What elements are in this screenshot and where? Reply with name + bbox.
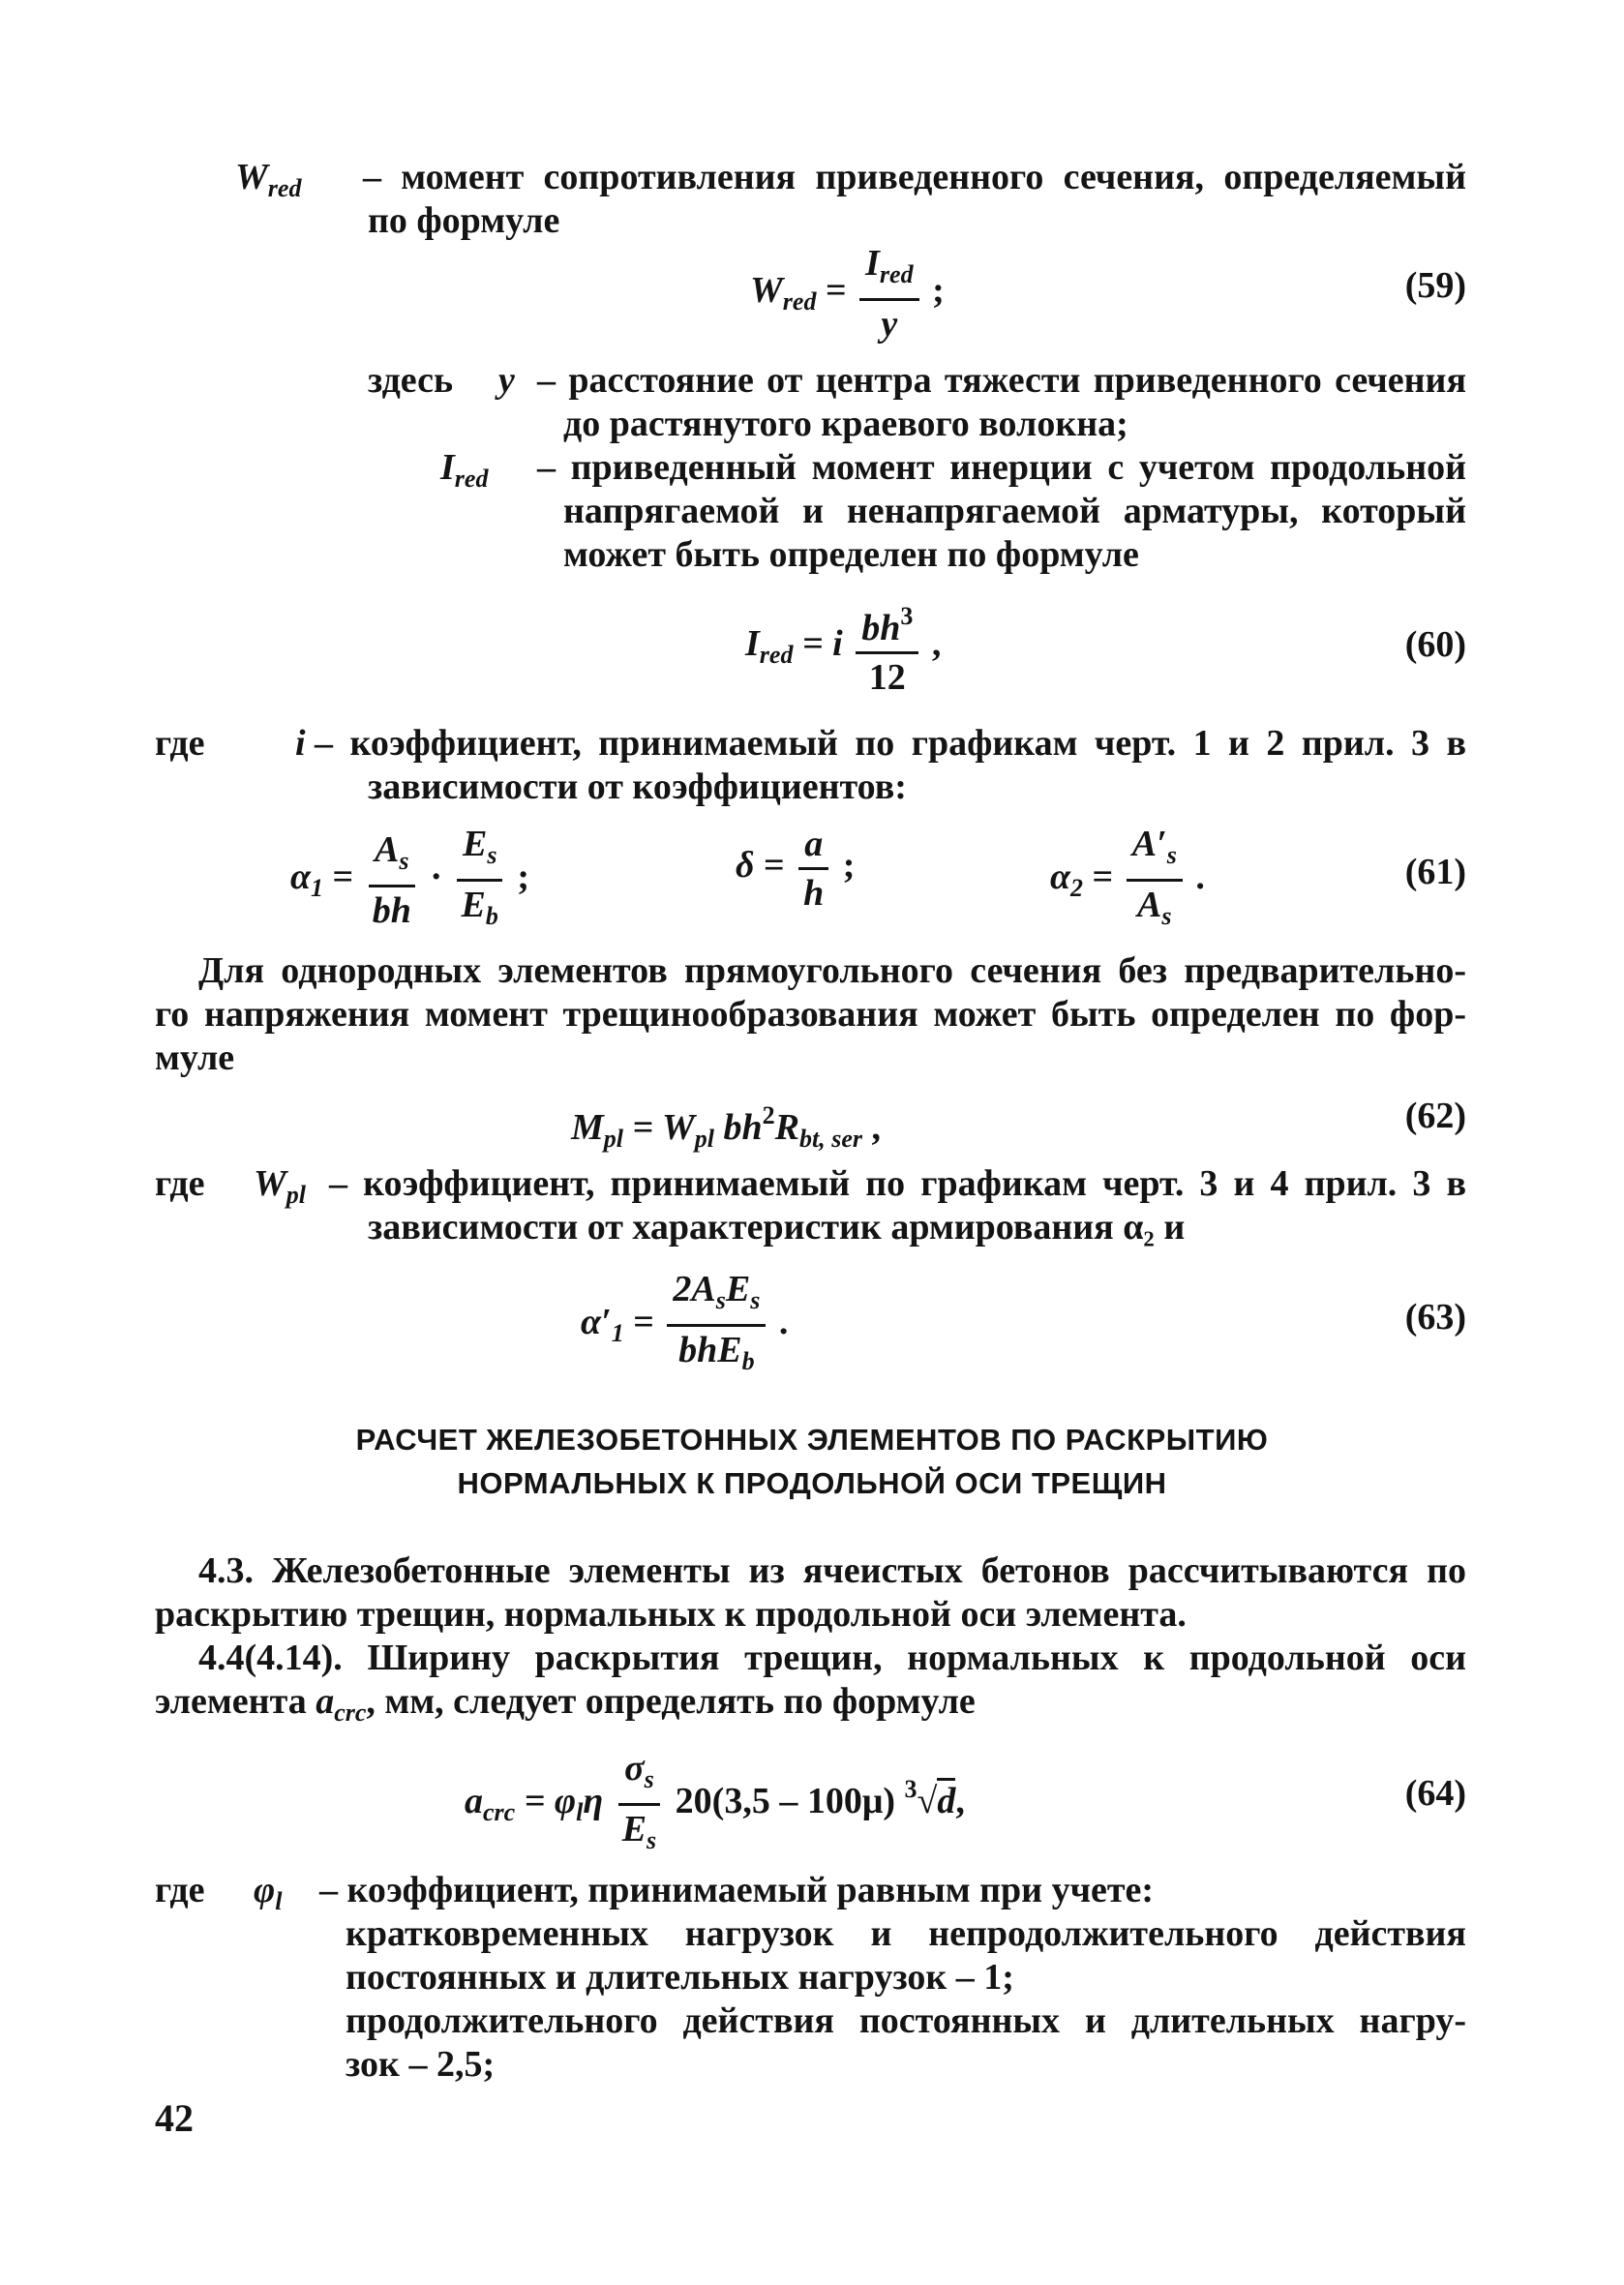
equation-61-alpha2: $\alpha_2$ = $\frac{A'_s}{A_s}$ . — [1050, 823, 1205, 938]
equation-64: $a_{crc} = \varphi_l\eta$ $\frac{\sigma_s}{E_s}$ 20(3,5 – 100μ) $^3$√d, — [465, 1747, 965, 1862]
w-red-def-line2: по формуле — [368, 200, 560, 241]
equation-61-alpha1: $\alpha_1$ = $\frac{A_s}{bh}$ · $\frac{E_s}{E_b}$ ; — [290, 823, 529, 938]
para-homog-line2: го напряжения момент трещинообразования может быть определен по фор- — [155, 994, 1466, 1035]
wpl-symbol: $W_{pl}$ — [254, 1163, 307, 1209]
equation-61-delta: δ = $\frac{a}{h}$ ; — [736, 824, 856, 914]
equation-number-64: (64) — [1404, 1773, 1466, 1814]
p43-line1: 4.3. Железобетонные элементы из ячеистых бетонов рассчитываются по — [198, 1550, 1466, 1591]
i-def-lead: где — [155, 723, 205, 764]
eq60-fraction: $\frac{bh^3}{12}$ — [856, 595, 918, 699]
phi-def-line3: постоянных и длительных нагрузок – 1; — [346, 1957, 1014, 1998]
p43-line2: раскрытию трещин, нормальных к продольной оси элемента. — [155, 1594, 1187, 1635]
y-def-line2: до растянутого краевого волокна; — [563, 404, 1128, 444]
equation-60: $I_{red} = i$ $\frac{bh^3}{12}$ , — [745, 595, 941, 699]
wpl-def-line2: зависимости от характеристик армирования α₂ и — [368, 1207, 1186, 1248]
equation-62: $M_{pl} = W_{pl}$ $bh^2R_{bt, ser}$ , — [571, 1101, 882, 1153]
wpl-def-lead: где — [155, 1163, 205, 1204]
p44-line1: 4.4(4.14). Ширину раскрытия трещин, нормальных к продольной оси — [198, 1638, 1466, 1678]
eq63-fraction: $\frac{2A_sE_s}{bhE_b}$ — [667, 1268, 766, 1383]
i-red-symbol: $I_{red}$ — [440, 447, 489, 493]
radical-sign-icon: √ — [917, 1781, 938, 1822]
equation-number-63: (63) — [1404, 1297, 1466, 1338]
equation-63: $\alpha'_1$ = $\frac{2A_sE_s}{bhE_b}$ . — [581, 1268, 788, 1383]
eq61-fraction-as-bh: $\frac{A_s}{bh}$ — [367, 828, 417, 932]
root-index: 3 — [904, 1775, 917, 1804]
phi-def-line1: – коэффициент, принимаемый равным при учете: — [319, 1870, 1155, 1910]
phi-symbol: $\varphi_l$ — [254, 1870, 283, 1915]
equation-number-62: (62) — [1404, 1096, 1466, 1136]
para-homog-line1: Для однородных элементов прямоугольного сечения без предварительно- — [198, 950, 1466, 991]
i-red-def-line1: – приведенный момент инерции с учетом продольной — [537, 447, 1466, 488]
equation-number-61: (61) — [1404, 852, 1466, 892]
w-red-def-line1: – момент сопротивления приведенного сечения, определяемый — [363, 157, 1466, 197]
page-number: 42 — [155, 2096, 194, 2140]
section-heading-line1: РАСЧЕТ ЖЕЛЕЗОБЕТОННЫХ ЭЛЕМЕНТОВ ПО РАСКРЫТИЮ — [355, 1423, 1269, 1457]
phi-def-line2: кратковременных нагрузок и непродолжительного действия — [346, 1913, 1466, 1954]
eq61-fraction-as-prime: $\frac{A'_s}{A_s}$ — [1127, 823, 1183, 938]
phi-def-lead: где — [155, 1870, 205, 1910]
w-red-symbol: $W_{red}$ — [235, 157, 302, 202]
eq61-fraction-es-eb: $\frac{E_s}{E_b}$ — [456, 823, 504, 938]
equation-number-60: (60) — [1404, 624, 1466, 665]
phi-def-line4: продолжительного действия постоянных и длительных нагру- — [346, 2000, 1466, 2041]
eq61-fraction-a-h: $\frac{a}{h}$ — [797, 823, 829, 915]
i-red-def-line2: напрягаемой и ненапрягаемой арматуры, который — [563, 491, 1466, 531]
eq64-fraction: $\frac{\sigma_s}{E_s}$ — [617, 1747, 662, 1862]
y-symbol: y — [498, 360, 515, 401]
i-def-line1: – коэффициент, принимаемый по графикам черт. 1 и 2 прил. 3 в — [315, 723, 1466, 764]
equation-59: $W_{red}$ = $\frac{I_{red}}{y}$ ; — [750, 243, 945, 345]
equation-number-59: (59) — [1404, 265, 1466, 306]
phi-def-line5: зок – 2,5; — [346, 2044, 496, 2085]
y-def-lead: здесь — [368, 360, 454, 401]
i-symbol: i — [295, 723, 306, 764]
para-homog-line3: муле — [155, 1037, 235, 1078]
i-red-def-line3: может быть определен по формуле — [563, 534, 1139, 575]
wpl-def-line1: – коэффициент, принимаемый по графикам черт. 3 и 4 прил. 3 в — [329, 1163, 1466, 1204]
section-heading-line2: НОРМАЛЬНЫХ К ПРОДОЛЬНОЙ ОСИ ТРЕЩИН — [457, 1466, 1167, 1500]
y-def-line1: – расстояние от центра тяжести приведенного сечения — [537, 360, 1466, 401]
eq59-fraction: $\frac{I_{red}}{y}$ — [859, 242, 918, 346]
i-def-line2: зависимости от коэффициентов: — [368, 767, 907, 807]
p44-line2: элемента $a_{crc}$, мм, следует определять по формуле — [155, 1681, 976, 1727]
